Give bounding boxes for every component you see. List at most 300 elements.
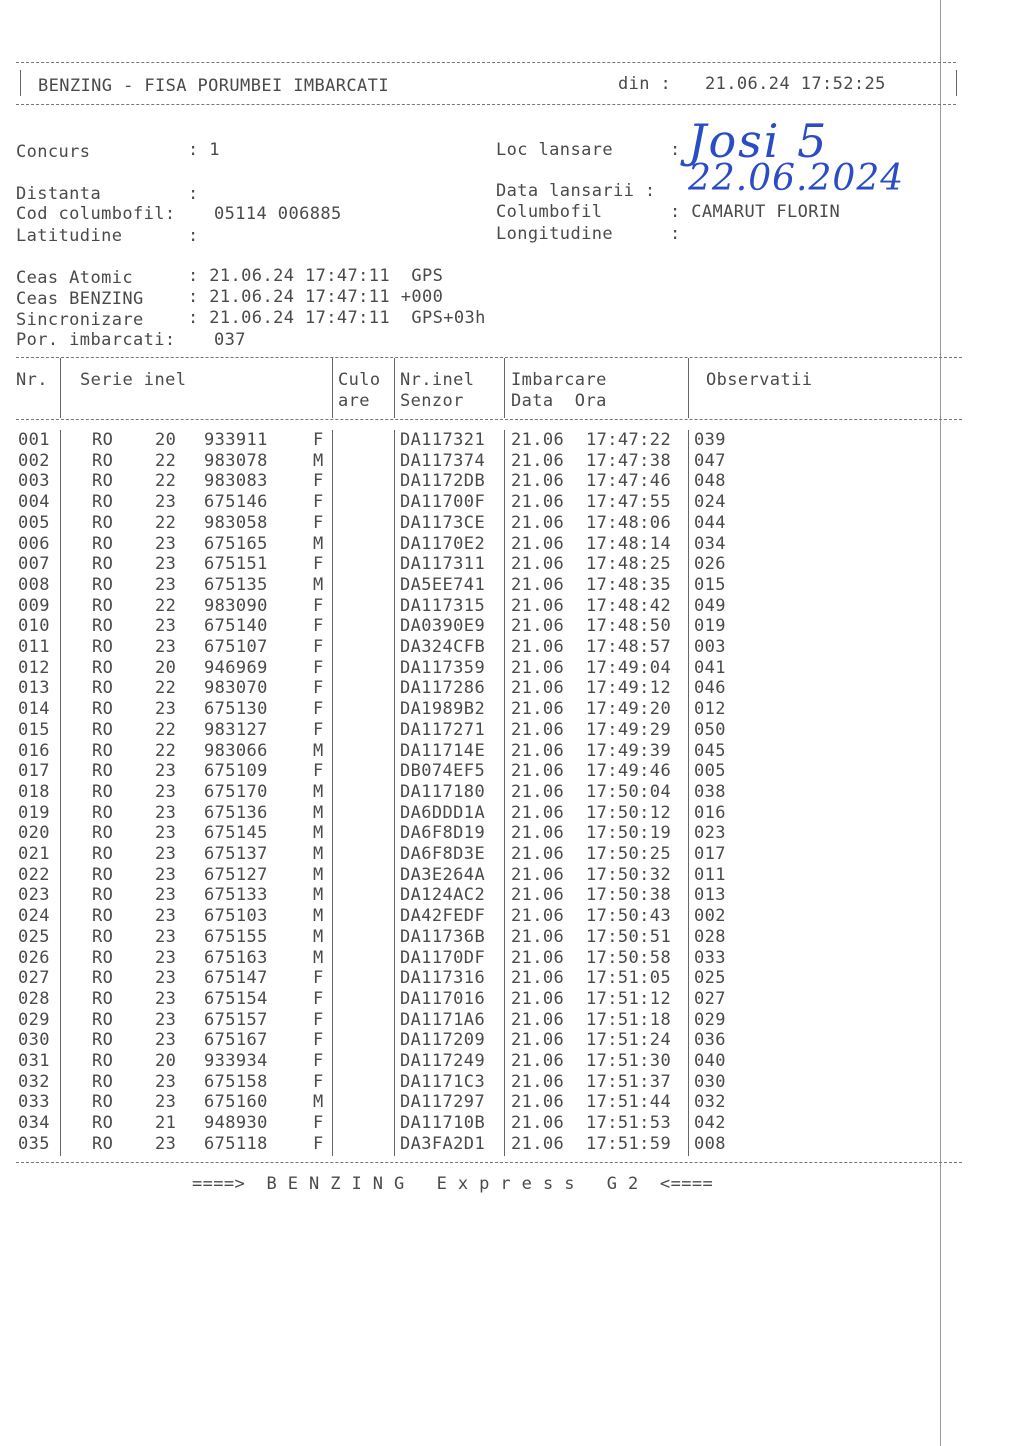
row-sex: F bbox=[313, 637, 324, 657]
row-ora: 17:50:58 bbox=[586, 947, 672, 968]
row-nr: 027 bbox=[18, 968, 50, 989]
row-ora: 17:48:50 bbox=[586, 616, 672, 637]
row-ora: 17:48:25 bbox=[586, 554, 672, 575]
row-data: 21.06 bbox=[511, 512, 565, 533]
row-tara: RO bbox=[92, 1051, 114, 1071]
row-inel: 983058 bbox=[204, 512, 268, 533]
row-observatii: 026 bbox=[694, 554, 726, 575]
row-an: 22 bbox=[155, 719, 177, 740]
table-row bbox=[0, 865, 940, 886]
sincronizare-label: Sincronizare bbox=[16, 310, 144, 330]
row-data: 21.06 bbox=[511, 823, 565, 844]
row-tara: RO bbox=[92, 926, 114, 947]
row-an: 23 bbox=[155, 781, 177, 802]
row-tara: RO bbox=[92, 761, 114, 782]
row-data: 21.06 bbox=[511, 1009, 565, 1030]
row-data: 21.06 bbox=[511, 574, 565, 595]
row-ora: 17:51:37 bbox=[586, 1071, 672, 1092]
row-sex: M bbox=[313, 450, 324, 471]
row-inel: 948930 bbox=[204, 1113, 268, 1134]
row-ora: 17:51:53 bbox=[586, 1113, 672, 1134]
table-row bbox=[0, 658, 940, 679]
row-tara: RO bbox=[92, 657, 114, 678]
row-observatii: 003 bbox=[694, 637, 726, 657]
row-senzor: DA6F8D3E bbox=[400, 844, 486, 864]
row-nr: 035 bbox=[18, 1133, 50, 1154]
row-inel: 675170 bbox=[204, 781, 268, 802]
row-inel: 675107 bbox=[204, 637, 268, 657]
row-sex: F bbox=[313, 1009, 324, 1030]
row-sex: M bbox=[313, 864, 324, 885]
row-nr: 028 bbox=[18, 988, 50, 1009]
row-observatii: 029 bbox=[694, 1009, 726, 1030]
row-ora: 17:49:12 bbox=[586, 678, 672, 699]
row-an: 22 bbox=[155, 595, 177, 616]
row-an: 23 bbox=[155, 802, 177, 823]
row-senzor: DA42FEDF bbox=[400, 906, 486, 927]
row-senzor: DA1171C3 bbox=[400, 1071, 486, 1092]
row-inel: 983090 bbox=[204, 595, 268, 616]
row-senzor: DB074EF5 bbox=[400, 761, 486, 782]
row-an: 23 bbox=[155, 864, 177, 885]
ceas-atomic-label: Ceas Atomic bbox=[16, 268, 133, 288]
row-data: 21.06 bbox=[511, 1113, 565, 1134]
row-tara: RO bbox=[92, 554, 114, 575]
row-senzor: DA117321 bbox=[400, 430, 486, 450]
row-an: 23 bbox=[155, 988, 177, 1009]
row-observatii: 016 bbox=[694, 802, 726, 823]
table-row bbox=[0, 823, 940, 844]
row-senzor: DA117286 bbox=[400, 678, 486, 699]
ceas-benzing-value: : 21.06.24 17:47:11 +000 bbox=[188, 287, 444, 307]
row-an: 23 bbox=[155, 1030, 177, 1051]
row-sex: M bbox=[313, 533, 324, 554]
row-ora: 17:51:44 bbox=[586, 1092, 672, 1113]
row-nr: 024 bbox=[18, 906, 50, 927]
data-lansarii-label: Data lansarii : bbox=[496, 181, 656, 201]
row-tara: RO bbox=[92, 450, 114, 471]
row-senzor: DA117249 bbox=[400, 1051, 486, 1071]
table-row bbox=[0, 844, 940, 865]
col-header-culoare-1: Culo bbox=[338, 370, 381, 390]
table-row bbox=[0, 1134, 940, 1155]
row-sex: M bbox=[313, 947, 324, 968]
row-ora: 17:50:12 bbox=[586, 802, 672, 823]
row-data: 21.06 bbox=[511, 988, 565, 1009]
row-an: 22 bbox=[155, 450, 177, 471]
table-row bbox=[0, 596, 940, 617]
row-data: 21.06 bbox=[511, 947, 565, 968]
row-sex: F bbox=[313, 471, 324, 492]
row-an: 23 bbox=[155, 823, 177, 844]
row-inel: 675154 bbox=[204, 988, 268, 1009]
footer-banner: ====> B E N Z I N G E x p r e s s G 2 <==== bbox=[192, 1174, 714, 1194]
concurs-value: : 1 bbox=[188, 140, 220, 160]
cod-columbofil-label: Cod columbofil: bbox=[16, 204, 176, 224]
row-sex: F bbox=[313, 761, 324, 782]
row-sex: F bbox=[313, 1133, 324, 1154]
row-sex: F bbox=[313, 430, 324, 450]
document-title: BENZING - FISA PORUMBEI IMBARCATI bbox=[38, 76, 389, 96]
sincronizare-value: : 21.06.24 17:47:11 GPS+03h bbox=[188, 308, 486, 328]
row-ora: 17:50:04 bbox=[586, 781, 672, 802]
table-row bbox=[0, 637, 940, 658]
row-observatii: 049 bbox=[694, 595, 726, 616]
row-observatii: 024 bbox=[694, 492, 726, 513]
row-tara: RO bbox=[92, 1133, 114, 1154]
table-row bbox=[0, 1113, 940, 1134]
table-row bbox=[0, 906, 940, 927]
row-senzor: DA117180 bbox=[400, 781, 486, 802]
col-header-serie-inel: Serie inel bbox=[80, 370, 187, 390]
row-observatii: 047 bbox=[694, 450, 726, 471]
row-data: 21.06 bbox=[511, 471, 565, 492]
row-data: 21.06 bbox=[511, 554, 565, 575]
table-row bbox=[0, 1030, 940, 1051]
row-sex: F bbox=[313, 719, 324, 740]
row-an: 20 bbox=[155, 1051, 177, 1071]
row-sex: F bbox=[313, 678, 324, 699]
row-inel: 675146 bbox=[204, 492, 268, 513]
table-row bbox=[0, 782, 940, 803]
row-inel: 675160 bbox=[204, 1092, 268, 1113]
table-row bbox=[0, 948, 940, 969]
latitudine-label: Latitudine bbox=[16, 226, 123, 246]
row-senzor: DA3FA2D1 bbox=[400, 1133, 486, 1154]
row-nr: 001 bbox=[18, 430, 50, 450]
row-an: 23 bbox=[155, 554, 177, 575]
row-nr: 016 bbox=[18, 740, 50, 761]
row-data: 21.06 bbox=[511, 595, 565, 616]
row-sex: M bbox=[313, 1092, 324, 1113]
row-nr: 006 bbox=[18, 533, 50, 554]
row-an: 23 bbox=[155, 968, 177, 989]
row-tara: RO bbox=[92, 844, 114, 864]
row-inel: 675145 bbox=[204, 823, 268, 844]
ceas-benzing-label: Ceas BENZING bbox=[16, 289, 144, 309]
row-ora: 17:48:06 bbox=[586, 512, 672, 533]
row-data: 21.06 bbox=[511, 1133, 565, 1154]
row-an: 23 bbox=[155, 1071, 177, 1092]
row-observatii: 036 bbox=[694, 1030, 726, 1051]
row-an: 23 bbox=[155, 1009, 177, 1030]
row-inel: 983070 bbox=[204, 678, 268, 699]
row-ora: 17:51:18 bbox=[586, 1009, 672, 1030]
header-left-bar bbox=[20, 70, 21, 96]
row-inel: 946969 bbox=[204, 657, 268, 678]
row-data: 21.06 bbox=[511, 1051, 565, 1071]
table-row bbox=[0, 968, 940, 989]
row-tara: RO bbox=[92, 802, 114, 823]
row-senzor: DA117374 bbox=[400, 450, 486, 471]
table-top-rule bbox=[16, 357, 962, 358]
row-nr: 009 bbox=[18, 595, 50, 616]
row-observatii: 038 bbox=[694, 781, 726, 802]
table-row bbox=[0, 699, 940, 720]
row-sex: M bbox=[313, 740, 324, 761]
row-senzor: DA117359 bbox=[400, 657, 486, 678]
row-tara: RO bbox=[92, 678, 114, 699]
row-nr: 017 bbox=[18, 761, 50, 782]
row-inel: 675167 bbox=[204, 1030, 268, 1051]
row-sex: M bbox=[313, 885, 324, 906]
row-nr: 008 bbox=[18, 574, 50, 595]
table-row bbox=[0, 927, 940, 948]
row-data: 21.06 bbox=[511, 492, 565, 513]
row-inel: 675155 bbox=[204, 926, 268, 947]
row-ora: 17:48:42 bbox=[586, 595, 672, 616]
columbofil-value: : CAMARUT FLORIN bbox=[670, 202, 841, 222]
row-an: 21 bbox=[155, 1113, 177, 1134]
table-row bbox=[0, 1092, 940, 1113]
row-an: 23 bbox=[155, 533, 177, 554]
table-row bbox=[0, 741, 940, 762]
row-tara: RO bbox=[92, 492, 114, 513]
row-tara: RO bbox=[92, 823, 114, 844]
row-ora: 17:50:43 bbox=[586, 906, 672, 927]
col-sep-serie-header bbox=[332, 358, 333, 418]
row-inel: 933911 bbox=[204, 430, 268, 450]
row-inel: 675133 bbox=[204, 885, 268, 906]
row-ora: 17:50:32 bbox=[586, 864, 672, 885]
row-sex: F bbox=[313, 1030, 324, 1051]
row-data: 21.06 bbox=[511, 761, 565, 782]
din-label: din : bbox=[618, 74, 672, 94]
row-inel: 983127 bbox=[204, 719, 268, 740]
row-data: 21.06 bbox=[511, 637, 565, 657]
col-header-observatii: Observatii bbox=[706, 370, 813, 390]
row-nr: 002 bbox=[18, 450, 50, 471]
header-right-bar bbox=[956, 70, 957, 96]
row-inel: 675140 bbox=[204, 616, 268, 637]
row-sex: F bbox=[313, 595, 324, 616]
row-nr: 003 bbox=[18, 471, 50, 492]
row-senzor: DA1172DB bbox=[400, 471, 486, 492]
data-lansarii-handwritten: 22.06.2024 bbox=[688, 158, 905, 199]
col-sep-nr-header bbox=[60, 358, 61, 418]
row-ora: 17:49:39 bbox=[586, 740, 672, 761]
table-row bbox=[0, 471, 940, 492]
table-row bbox=[0, 1010, 940, 1031]
table-row bbox=[0, 1051, 940, 1072]
row-sex: F bbox=[313, 699, 324, 720]
row-nr: 029 bbox=[18, 1009, 50, 1030]
table-row bbox=[0, 885, 940, 906]
table-row bbox=[0, 430, 940, 451]
row-sex: M bbox=[313, 926, 324, 947]
row-senzor: DA324CFB bbox=[400, 637, 486, 657]
row-an: 20 bbox=[155, 657, 177, 678]
row-ora: 17:50:25 bbox=[586, 844, 672, 864]
row-an: 23 bbox=[155, 699, 177, 720]
row-an: 23 bbox=[155, 844, 177, 864]
row-tara: RO bbox=[92, 1092, 114, 1113]
table-row bbox=[0, 554, 940, 575]
row-observatii: 033 bbox=[694, 947, 726, 968]
row-observatii: 025 bbox=[694, 968, 726, 989]
row-inel: 675118 bbox=[204, 1133, 268, 1154]
row-data: 21.06 bbox=[511, 781, 565, 802]
row-ora: 17:50:19 bbox=[586, 823, 672, 844]
row-senzor: DA1170E2 bbox=[400, 533, 486, 554]
row-sex: M bbox=[313, 802, 324, 823]
row-senzor: DA117271 bbox=[400, 719, 486, 740]
row-inel: 675136 bbox=[204, 802, 268, 823]
row-inel: 983083 bbox=[204, 471, 268, 492]
table-row bbox=[0, 803, 940, 824]
row-tara: RO bbox=[92, 968, 114, 989]
row-sex: M bbox=[313, 574, 324, 595]
row-an: 23 bbox=[155, 492, 177, 513]
table-row bbox=[0, 678, 940, 699]
row-data: 21.06 bbox=[511, 533, 565, 554]
cod-columbofil-value: 05114 006885 bbox=[214, 204, 342, 224]
row-nr: 032 bbox=[18, 1071, 50, 1092]
row-senzor: DA11736B bbox=[400, 926, 486, 947]
row-nr: 034 bbox=[18, 1113, 50, 1134]
row-inel: 675103 bbox=[204, 906, 268, 927]
row-observatii: 032 bbox=[694, 1092, 726, 1113]
ceas-atomic-value: : 21.06.24 17:47:11 GPS bbox=[188, 266, 444, 286]
row-senzor: DA124AC2 bbox=[400, 885, 486, 906]
row-ora: 17:51:59 bbox=[586, 1133, 672, 1154]
row-an: 22 bbox=[155, 471, 177, 492]
row-sex: M bbox=[313, 906, 324, 927]
row-an: 23 bbox=[155, 637, 177, 657]
row-nr: 007 bbox=[18, 554, 50, 575]
row-nr: 011 bbox=[18, 637, 50, 657]
din-value: 21.06.24 17:52:25 bbox=[705, 74, 886, 94]
row-inel: 675130 bbox=[204, 699, 268, 720]
row-tara: RO bbox=[92, 1030, 114, 1051]
row-ora: 17:49:29 bbox=[586, 719, 672, 740]
row-senzor: DA1171A6 bbox=[400, 1009, 486, 1030]
row-data: 21.06 bbox=[511, 1092, 565, 1113]
row-nr: 010 bbox=[18, 616, 50, 637]
row-senzor: DA3E264A bbox=[400, 864, 486, 885]
row-inel: 675165 bbox=[204, 533, 268, 554]
row-sex: M bbox=[313, 781, 324, 802]
loc-lansare-label: Loc lansare bbox=[496, 140, 613, 160]
row-data: 21.06 bbox=[511, 616, 565, 637]
row-tara: RO bbox=[92, 595, 114, 616]
row-observatii: 013 bbox=[694, 885, 726, 906]
row-tara: RO bbox=[92, 1113, 114, 1134]
row-ora: 17:51:24 bbox=[586, 1030, 672, 1051]
row-data: 21.06 bbox=[511, 450, 565, 471]
row-an: 23 bbox=[155, 885, 177, 906]
concurs-label: Concurs bbox=[16, 142, 91, 162]
col-header-nrinel-2: Senzor bbox=[400, 391, 464, 411]
row-tara: RO bbox=[92, 719, 114, 740]
row-tara: RO bbox=[92, 781, 114, 802]
row-nr: 019 bbox=[18, 802, 50, 823]
col-header-nr: Nr. bbox=[16, 370, 48, 390]
table-bottom-rule bbox=[16, 1162, 962, 1163]
row-sex: F bbox=[313, 968, 324, 989]
row-nr: 030 bbox=[18, 1030, 50, 1051]
row-sex: M bbox=[313, 823, 324, 844]
row-observatii: 028 bbox=[694, 926, 726, 947]
row-tara: RO bbox=[92, 533, 114, 554]
row-sex: F bbox=[313, 554, 324, 575]
loc-lansare-colon: : bbox=[670, 140, 681, 160]
row-observatii: 050 bbox=[694, 719, 726, 740]
longitudine-colon: : bbox=[670, 224, 681, 244]
row-senzor: DA11714E bbox=[400, 740, 486, 761]
row-senzor: DA117016 bbox=[400, 988, 486, 1009]
header-top-rule bbox=[16, 62, 956, 63]
row-an: 22 bbox=[155, 678, 177, 699]
row-ora: 17:48:14 bbox=[586, 533, 672, 554]
row-sex: F bbox=[313, 1051, 324, 1071]
row-ora: 17:50:51 bbox=[586, 926, 672, 947]
row-tara: RO bbox=[92, 988, 114, 1009]
row-nr: 014 bbox=[18, 699, 50, 720]
row-data: 21.06 bbox=[511, 430, 565, 450]
row-observatii: 002 bbox=[694, 906, 726, 927]
row-ora: 17:47:46 bbox=[586, 471, 672, 492]
row-tara: RO bbox=[92, 740, 114, 761]
row-sex: F bbox=[313, 492, 324, 513]
row-an: 22 bbox=[155, 512, 177, 533]
table-row bbox=[0, 616, 940, 637]
row-data: 21.06 bbox=[511, 844, 565, 864]
row-inel: 675147 bbox=[204, 968, 268, 989]
row-tara: RO bbox=[92, 574, 114, 595]
row-senzor: DA11710B bbox=[400, 1113, 486, 1134]
row-tara: RO bbox=[92, 1009, 114, 1030]
row-sex: F bbox=[313, 1113, 324, 1134]
row-data: 21.06 bbox=[511, 885, 565, 906]
col-sep-senzor-header bbox=[504, 358, 505, 418]
row-senzor: DA1170DF bbox=[400, 947, 486, 968]
table-row bbox=[0, 575, 940, 596]
row-senzor: DA117316 bbox=[400, 968, 486, 989]
table-header-bottom-rule bbox=[16, 419, 962, 420]
col-sep-imbarcare-header bbox=[688, 358, 689, 418]
distanta-label: Distanta bbox=[16, 184, 102, 204]
row-observatii: 034 bbox=[694, 533, 726, 554]
row-data: 21.06 bbox=[511, 657, 565, 678]
row-data: 21.06 bbox=[511, 740, 565, 761]
row-senzor: DA11700F bbox=[400, 492, 486, 513]
row-an: 23 bbox=[155, 761, 177, 782]
row-sex: F bbox=[313, 616, 324, 637]
porumbei-imbarcati-value: 037 bbox=[214, 330, 246, 350]
row-nr: 012 bbox=[18, 657, 50, 678]
row-observatii: 019 bbox=[694, 616, 726, 637]
row-observatii: 040 bbox=[694, 1051, 726, 1071]
row-inel: 675109 bbox=[204, 761, 268, 782]
row-tara: RO bbox=[92, 1071, 114, 1092]
row-ora: 17:49:46 bbox=[586, 761, 672, 782]
row-ora: 17:51:30 bbox=[586, 1051, 672, 1071]
row-ora: 17:47:22 bbox=[586, 430, 672, 450]
distanta-colon: : bbox=[188, 184, 199, 204]
row-observatii: 011 bbox=[694, 864, 726, 885]
row-nr: 022 bbox=[18, 864, 50, 885]
table-row bbox=[0, 492, 940, 513]
row-inel: 933934 bbox=[204, 1051, 268, 1071]
table-row bbox=[0, 1072, 940, 1093]
row-inel: 675135 bbox=[204, 574, 268, 595]
row-data: 21.06 bbox=[511, 906, 565, 927]
row-sex: M bbox=[313, 844, 324, 864]
row-an: 23 bbox=[155, 926, 177, 947]
row-senzor: DA6DDD1A bbox=[400, 802, 486, 823]
row-an: 23 bbox=[155, 616, 177, 637]
